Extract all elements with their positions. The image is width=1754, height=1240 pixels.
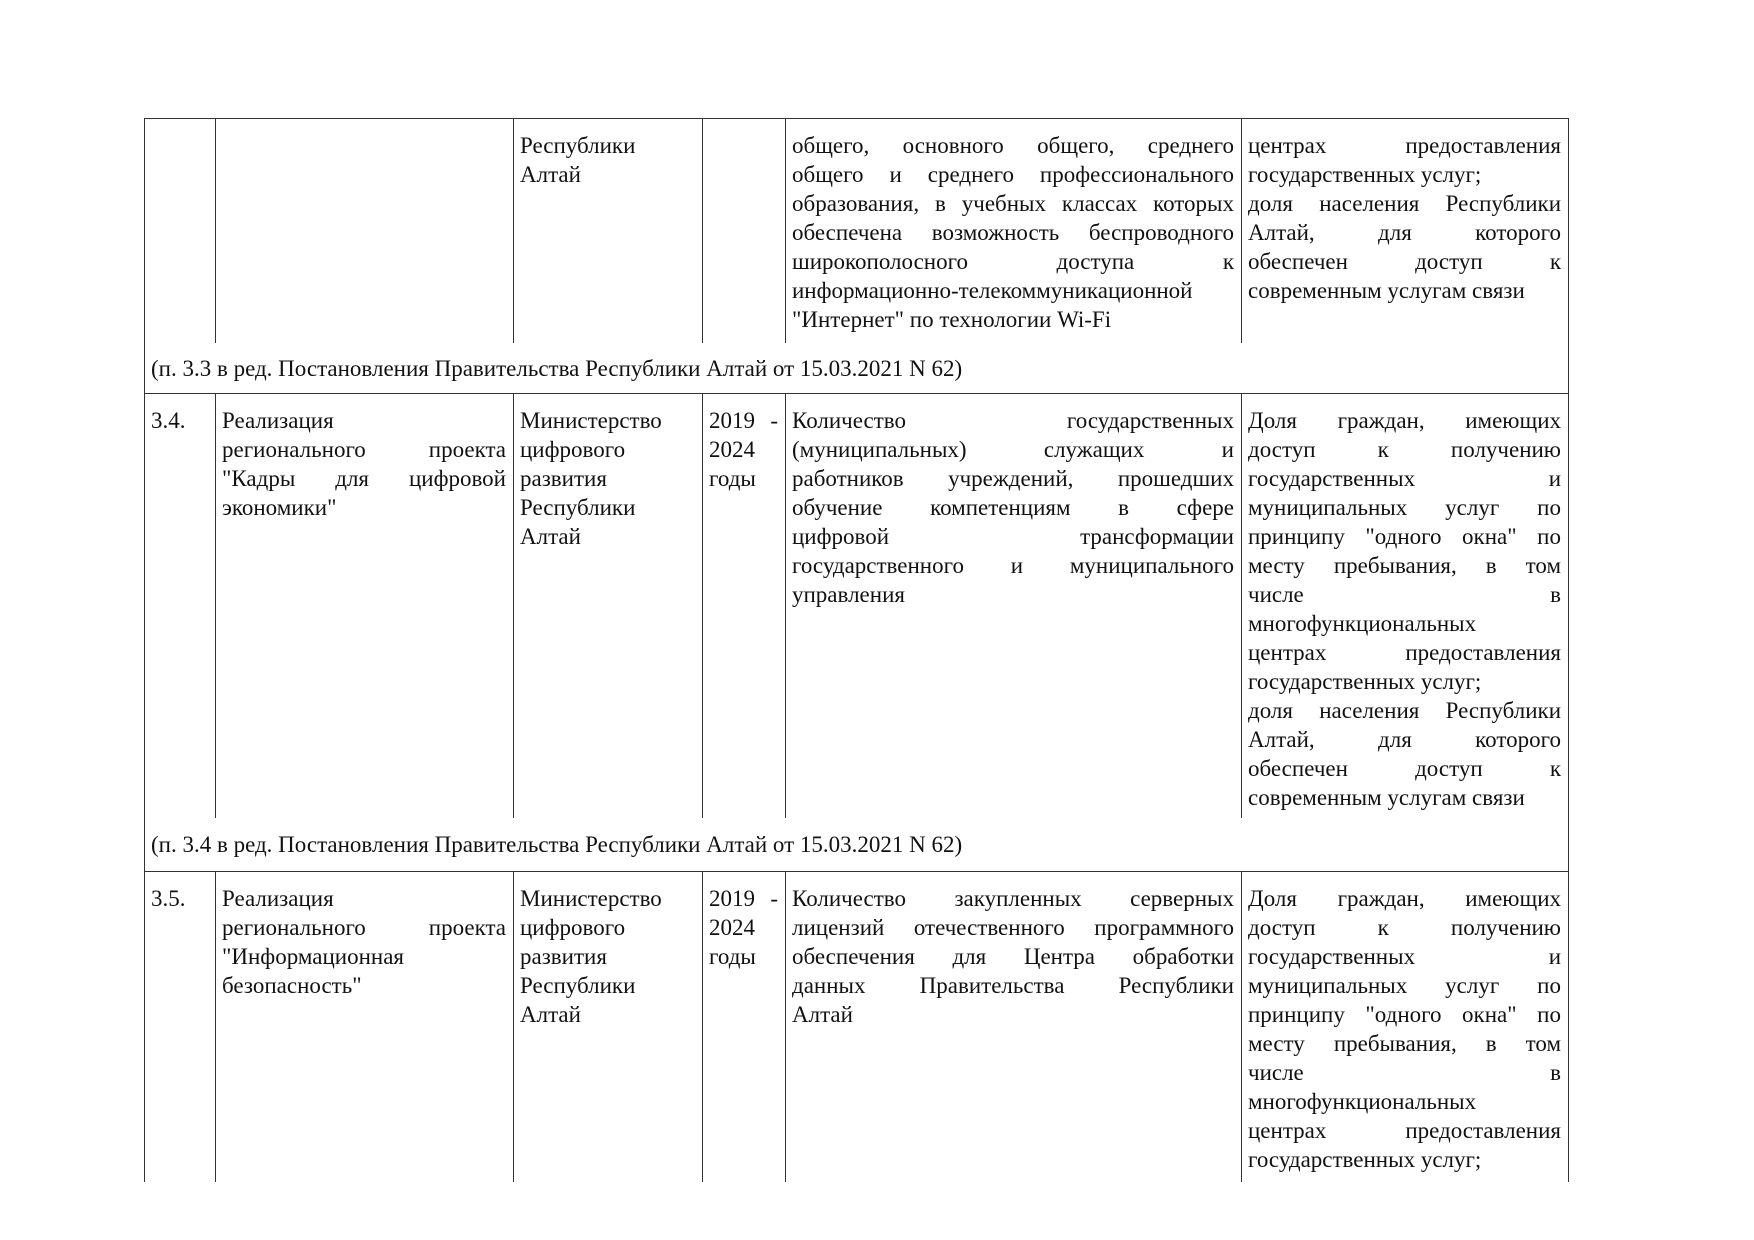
cell-text-line: "Информационная bbox=[222, 944, 404, 969]
table-cell bbox=[1241, 118, 1568, 305]
table-cell bbox=[785, 393, 1241, 609]
table-cell bbox=[144, 393, 215, 435]
cell-text-line: современным услугам связи bbox=[1248, 278, 1525, 303]
table-cell bbox=[215, 871, 513, 1000]
cell-text-line: 2019 - bbox=[709, 886, 778, 911]
cell-text-line: регионального проекта bbox=[222, 915, 506, 940]
cell-text-line: общего и среднего профессионального bbox=[792, 162, 1234, 187]
cell-text-line: муниципальных услуг по bbox=[1248, 495, 1561, 520]
cell-text-line: Количество государственных bbox=[792, 408, 1234, 433]
cell-text-line: Алтай bbox=[792, 1002, 853, 1027]
cell-text-line: Реализация bbox=[222, 886, 334, 911]
cell-text-line: принципу "одного окна" по bbox=[1248, 524, 1561, 549]
cell-text-line: 2024 bbox=[709, 915, 755, 940]
table-cell bbox=[702, 871, 785, 971]
cell-text-line: 3.5. bbox=[151, 886, 186, 911]
cell-text-line: общего, основного общего, среднего bbox=[792, 133, 1234, 158]
table-cell bbox=[144, 871, 215, 913]
table-cell bbox=[702, 393, 785, 493]
table-cell bbox=[215, 118, 513, 131]
amendment-note-3-3: (п. 3.3 в ред. Постановления Правительства Республики Алтай от 15.03.2021 N 62) bbox=[151, 356, 963, 381]
table-cell bbox=[513, 393, 702, 551]
table-cell bbox=[144, 118, 215, 131]
cell-text-line: обеспечен доступ к bbox=[1248, 756, 1561, 781]
cell-text-line: числе в bbox=[1248, 582, 1561, 607]
cell-text-line: Алтай bbox=[520, 162, 581, 187]
column-divider bbox=[215, 118, 216, 343]
table-cell bbox=[702, 118, 785, 131]
cell-text-line: Алтай, для которого bbox=[1248, 727, 1561, 752]
cell-text-line: обучение компетенциям в сфере bbox=[792, 495, 1234, 520]
cell-text-line: Количество закупленных серверных bbox=[792, 886, 1234, 911]
cell-text-line: 2019 - bbox=[709, 408, 778, 433]
cell-text-line: развития bbox=[520, 944, 607, 969]
cell-text-line: государственных и bbox=[1248, 944, 1561, 969]
table-cell bbox=[1241, 871, 1568, 1174]
cell-text-line: Алтай bbox=[520, 1002, 581, 1027]
cell-text-line: Доля граждан, имеющих bbox=[1248, 408, 1561, 433]
cell-text-line: безопасность" bbox=[222, 973, 362, 998]
cell-text-line: цифрового bbox=[520, 437, 626, 462]
cell-text-line: государственного и муниципального bbox=[792, 553, 1234, 578]
cell-text-line: информационно-телекоммуникационной bbox=[792, 278, 1193, 303]
cell-text-line: Министерство bbox=[520, 886, 662, 911]
column-divider bbox=[702, 118, 703, 343]
cell-text-line: обеспечен доступ к bbox=[1248, 249, 1561, 274]
cell-text-line: "Кадры для цифровой bbox=[222, 466, 506, 491]
cell-text-line: центрах предоставления bbox=[1248, 133, 1561, 158]
cell-text-line: цифрового bbox=[520, 915, 626, 940]
cell-text-line: (муниципальных) служащих и bbox=[792, 437, 1234, 462]
cell-text-line: Алтай bbox=[520, 524, 581, 549]
cell-text-line: многофункциональных bbox=[1248, 1089, 1477, 1114]
cell-text-line: 2024 bbox=[709, 437, 755, 462]
cell-text-line: "Интернет" по технологии Wi-Fi bbox=[792, 307, 1112, 332]
cell-text-line: государственных услуг; bbox=[1248, 669, 1482, 694]
cell-text-line: данных Правительства Республики bbox=[792, 973, 1234, 998]
cell-text-line: управления bbox=[792, 582, 905, 607]
cell-text-line: Доля граждан, имеющих bbox=[1248, 886, 1561, 911]
table-left-border bbox=[144, 118, 145, 1182]
cell-text-line: цифровой трансформации bbox=[792, 524, 1234, 549]
cell-text-line: доля населения Республики bbox=[1248, 191, 1561, 216]
cell-text-line: работников учреждений, прошедших bbox=[792, 466, 1234, 491]
cell-text-line: широкополосного доступа к bbox=[792, 249, 1234, 274]
cell-text-line: государственных и bbox=[1248, 466, 1561, 491]
cell-text-line: годы bbox=[709, 466, 756, 491]
cell-text-line: обеспечения для Центра обработки bbox=[792, 944, 1234, 969]
table-cell bbox=[513, 118, 702, 189]
amendment-note-3-4: (п. 3.4 в ред. Постановления Правительства Республики Алтай от 15.03.2021 N 62) bbox=[151, 832, 963, 857]
cell-text-line: Министерство bbox=[520, 408, 662, 433]
cell-text-line: образования, в учебных классах которых bbox=[792, 191, 1234, 216]
cell-text-line: центрах предоставления bbox=[1248, 1118, 1561, 1143]
cell-text-line: принципу "одного окна" по bbox=[1248, 1002, 1561, 1027]
cell-text-line: многофункциональных bbox=[1248, 611, 1477, 636]
cell-text-line: Республики bbox=[520, 973, 636, 998]
cell-text-line: центрах предоставления bbox=[1248, 640, 1561, 665]
cell-text-line: экономики" bbox=[222, 495, 337, 520]
cell-text-line: доля населения Республики bbox=[1248, 698, 1561, 723]
table-cell bbox=[785, 871, 1241, 1029]
cell-text-line: государственных услуг; bbox=[1248, 1147, 1482, 1172]
cell-text-line: доступ к получению bbox=[1248, 437, 1561, 462]
cell-text-line: годы bbox=[709, 944, 756, 969]
cell-text-line: развития bbox=[520, 466, 607, 491]
table-right-border bbox=[1568, 118, 1569, 1182]
cell-text-line: доступ к получению bbox=[1248, 915, 1561, 940]
cell-text-line: муниципальных услуг по bbox=[1248, 973, 1561, 998]
table-cell bbox=[1241, 393, 1568, 812]
table-cell bbox=[215, 393, 513, 522]
cell-text-line: Реализация bbox=[222, 408, 334, 433]
cell-text-line: числе в bbox=[1248, 1060, 1561, 1085]
table-cell bbox=[513, 871, 702, 1029]
cell-text-line: месту пребывания, в том bbox=[1248, 1031, 1561, 1056]
cell-text-line: обеспечена возможность беспроводного bbox=[792, 220, 1234, 245]
cell-text-line: регионального проекта bbox=[222, 437, 506, 462]
cell-text-line: 3.4. bbox=[151, 408, 186, 433]
cell-text-line: современным услугам связи bbox=[1248, 785, 1525, 810]
cell-text-line: лицензий отечественного программного bbox=[792, 915, 1234, 940]
cell-text-line: государственных услуг; bbox=[1248, 162, 1482, 187]
cell-text-line: Алтай, для которого bbox=[1248, 220, 1561, 245]
cell-text-line: Республики bbox=[520, 495, 636, 520]
cell-text-line: месту пребывания, в том bbox=[1248, 553, 1561, 578]
table-cell bbox=[785, 118, 1241, 334]
cell-text-line: Республики bbox=[520, 133, 636, 158]
